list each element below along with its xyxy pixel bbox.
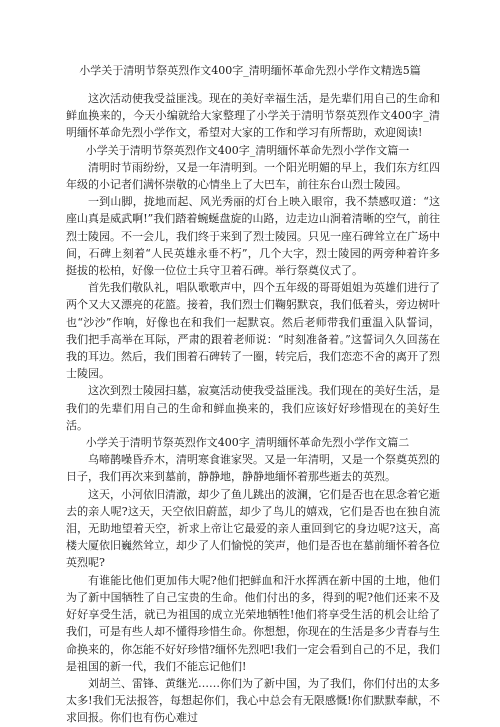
paragraph: 刘胡兰、雷锋、黄继光……你们为了新中国，为了我们，你们付出的太多太多!我们无法报答，每想起你们，我心中总会有无限感慨!你们默默奉献，不求回报。你们也有伤心难过 xyxy=(66,676,440,725)
document-title: 小学关于清明节祭英烈作文400字_清明缅怀革命先烈小学作文精选5篇 xyxy=(79,64,421,77)
paragraph: 一到山脚，拢地而起、风光秀丽的灯台上映入眼帘，我不禁感叹道：“这座山真是威武啊!”我们踏着蜿蜒盘旋的山路，边走边山涧着清晰的空气，前往烈士陵园。不一会儿，我们终于来到了烈士陵园。只见一座石碑耸立在广场中间，石碑上刻着“人民英雄永垂不朽”，几个大字，烈士陵园的两旁种着许多挺拔的松柏，好像一位位士兵守卫着石碑。举行祭奠仪式了。 xyxy=(66,195,440,278)
paragraph: 这天，小河依旧清澈，却少了鱼儿跳出的波澜，它们是否也在思念着它逝去的亲人呢?这天，天空依旧蔚蓝，却少了鸟儿的嬉戏，它们是否也在独自流泪，无助地望着天空，祈求上帝让它最爱的亲人重回到它的身边呢?这天，高楼大厦依旧巍然耸立，却少了人们愉悦的笑声，他们是否也在墓前缅怀着各位英烈呢? xyxy=(66,487,440,570)
paragraph: 有谁能比他们更加伟大呢?他们把鲜血和汗水挥洒在新中国的土地，他们为了新中国牺牲了自己宝贵的生命。他们付出的多，得到的呢?他们还来不及好好享受生活，就已为祖国的成立光荣地牺牲!他们将享受生活的机会让给了我们，可是有些人却不懂得珍惜生命。你想想，你现在的生活是多少青春与生命换来的，你怎能不好好珍惜?缅怀先烈吧!我们一定会看到自己的不足，我们是祖国的新一代，我们不能忘记他们! xyxy=(66,573,440,673)
paragraph: 首先我们敬队礼，唱队歌歌声中，四个五年级的哥哥姐姐为英雄们进行了两个又大又漂亮的花篮。接着，我们烈士们鞠躬默哀，我们低着头，旁边树叶也“沙沙”作响，好像也在和我们一起默哀。然后老师带我们重温入队誓词，我们把手高举在耳际，严肃的跟着老师说：“时刻准备着。”这誓词久久回荡在我的耳边。然后，我们围着石碑转了一圈，转完后，我们恋恋不舍的离开了烈士陵园。 xyxy=(66,281,440,381)
paragraph: 这次到烈士陵园扫墓，寂寞活动使我受益匪浅。我们现在的美好生活，是我们的先辈们用自己的生命和鲜血换来的，我们应该好好珍惜现在的美好生活。 xyxy=(66,384,440,432)
paragraph-intro: 这次活动使我受益匪浅。现在的美好幸福生活，是先辈们用自己的生命和鲜血换来的，今天小编就给大家整理了小学关于清明节祭英烈作文400字_清明缅怀革命先烈小学作文，希望对大家的工作和学习有所帮助，欢迎阅读! xyxy=(66,92,440,140)
paragraph: 乌啼鹊噪昏乔木，清明寒食谁家哭。又是一年清明，又是一个祭奠英烈的日子，我们再次来到墓前，静静地，静静地缅怀着那些逝去的英烈。 xyxy=(66,453,440,484)
section-heading-1: 小学关于清明节祭英烈作文400字_清明缅怀革命先烈小学作文篇一 xyxy=(85,143,410,157)
document-body xyxy=(66,90,440,727)
paragraph: 清明时节雨纷纷，又是一年清明到。一个阳光明媚的早上，我们东方红四年级的小记者们满怀崇敬的心情坐上了大巴车，前往东台山烈士陵园。 xyxy=(66,160,440,192)
section-heading-2: 小学关于清明节祭英烈作文400字_清明缅怀革命先烈小学作文篇二 xyxy=(85,436,410,450)
